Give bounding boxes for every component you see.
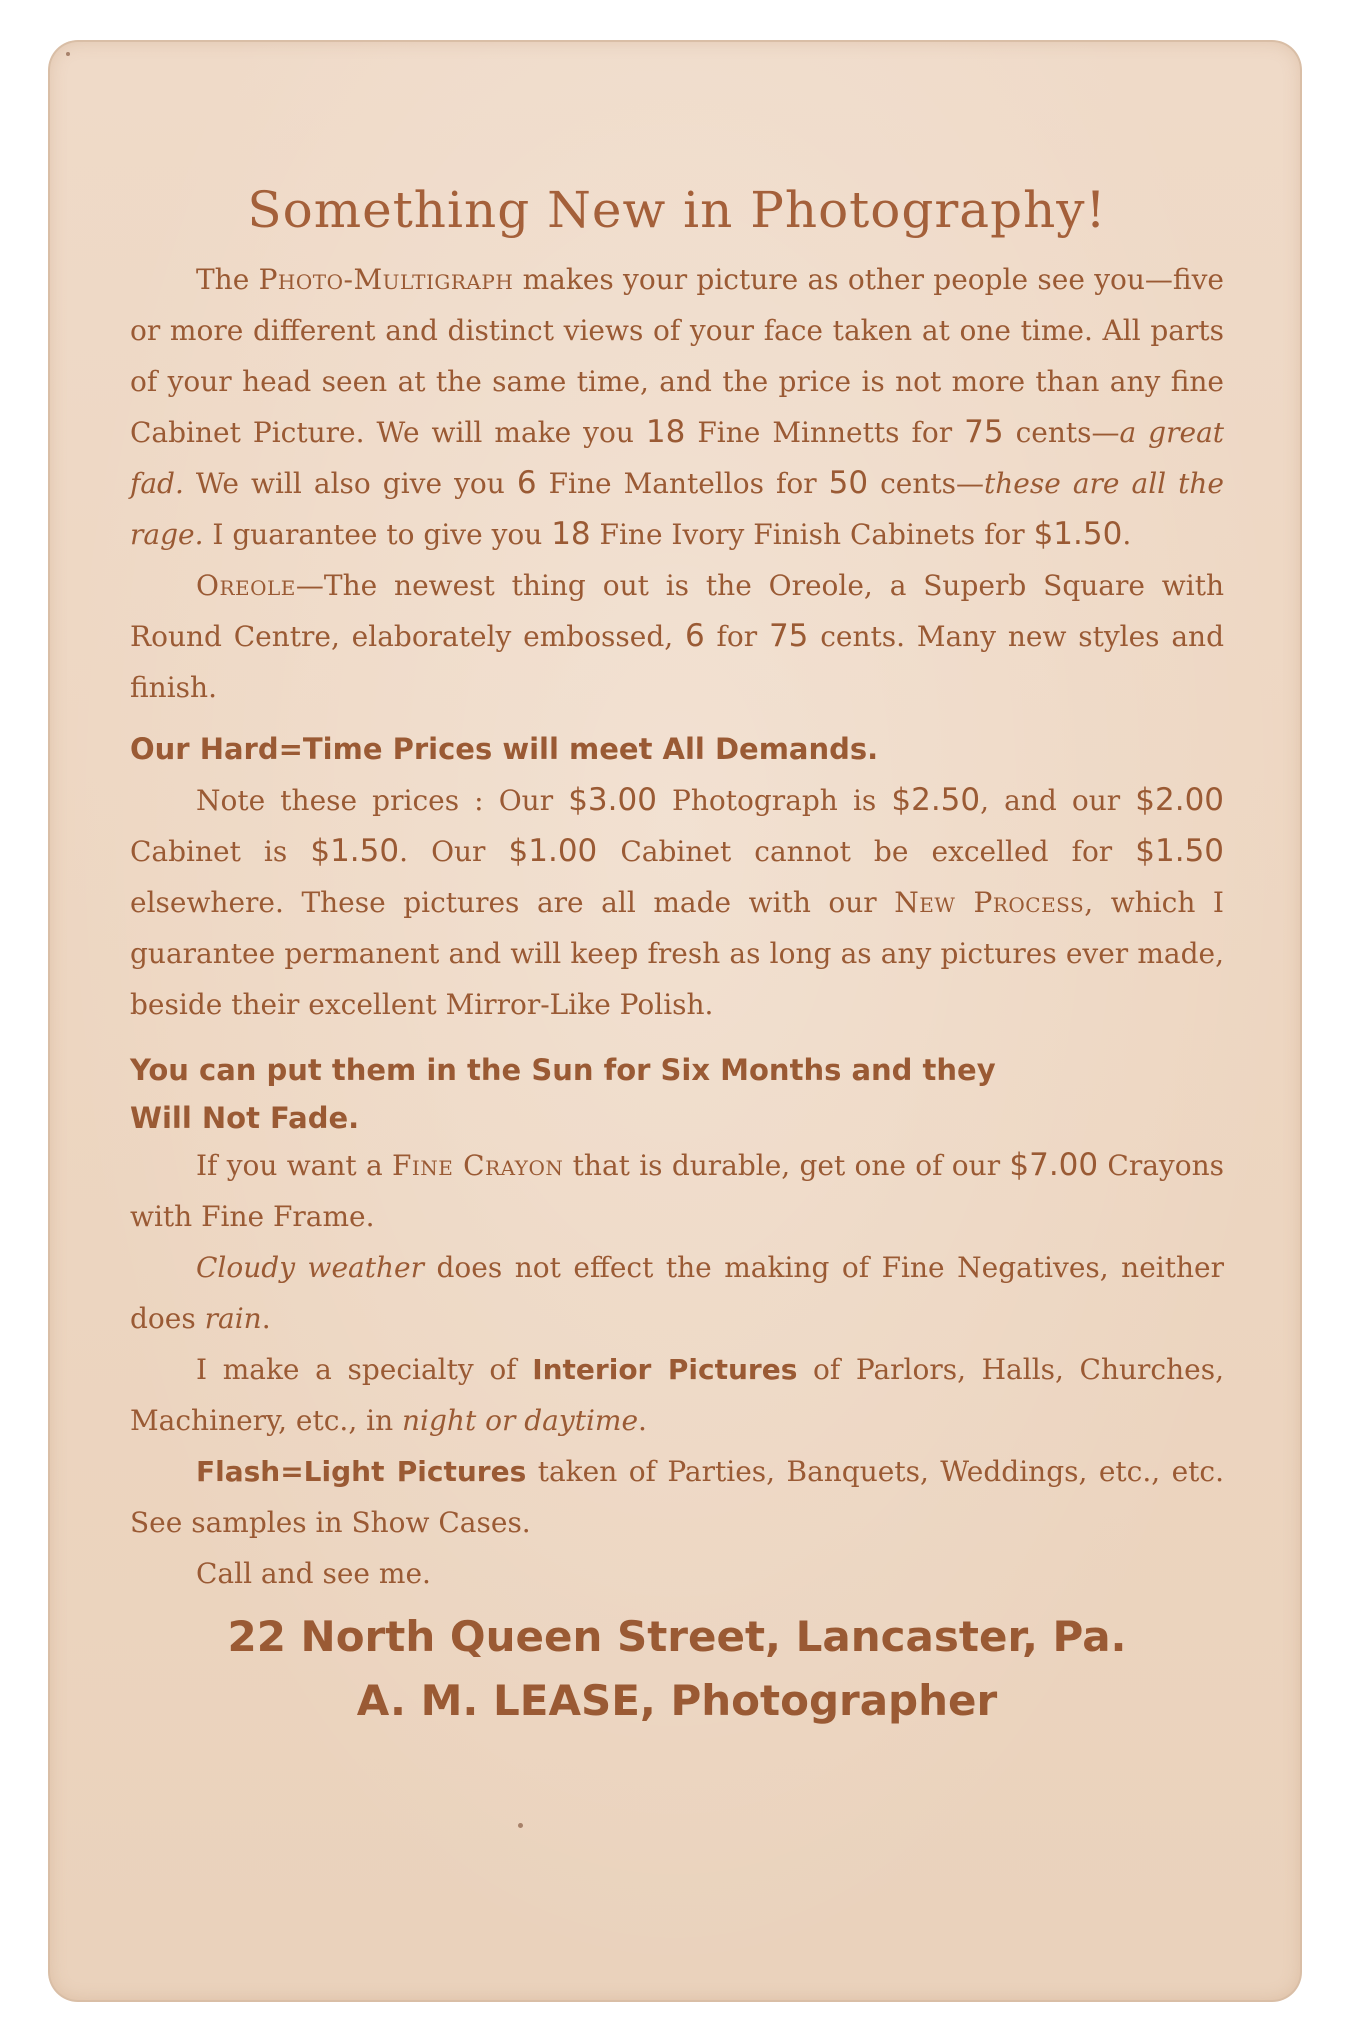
card-text xyxy=(130,170,1224,1733)
price: $1.50 xyxy=(310,833,400,869)
text: If you want a xyxy=(196,1149,392,1182)
heading-sun-line-2: Will Not Fade. xyxy=(130,1101,360,1135)
italic-text: these are all the rage. xyxy=(130,467,1224,551)
italic-text: a great fad. xyxy=(130,416,1225,500)
number: 75 xyxy=(964,414,1004,450)
text: makes your picture as other people see you—five or more different and distinct views of your face taken at one time. All parts of your head seen at the same time, and the price is not more than any fine Cabinet Picture. We will make you xyxy=(130,263,1224,449)
number: 50 xyxy=(828,465,869,501)
text: . xyxy=(1122,518,1132,551)
number: 18 xyxy=(645,414,686,450)
text: of Parlors, Halls, Churches, Machinery, etc., in xyxy=(130,1353,1224,1437)
text: Cabinet cannot be excelled for xyxy=(597,835,1136,868)
text: . Our xyxy=(399,835,509,868)
headline: Something New in Photography! xyxy=(247,181,1107,239)
text: I make a specialty of xyxy=(196,1353,533,1386)
text: cents— xyxy=(1003,416,1120,449)
italic-text: Cloudy weather xyxy=(196,1251,424,1284)
price: $3.00 xyxy=(568,782,657,818)
number: 75 xyxy=(768,618,809,654)
number: 6 xyxy=(516,465,537,501)
text: We will also give you xyxy=(183,467,517,500)
process-name: New Process xyxy=(894,886,1085,919)
bold-text: Interior Pictures xyxy=(532,1353,798,1386)
number: 6 xyxy=(685,618,705,654)
text: elsewhere. These pictures are all made with our xyxy=(130,886,895,919)
paragraph-prices xyxy=(130,775,1224,1030)
text: Crayons with Fine Frame. xyxy=(130,1149,1224,1233)
paragraph-crayon xyxy=(130,1140,1224,1242)
text: The xyxy=(196,263,259,296)
text: . xyxy=(261,1302,271,1335)
text: Fine Ivory Finish Cabinets for xyxy=(590,518,1034,551)
paragraph-multigraph xyxy=(130,254,1224,560)
italic-text: rain xyxy=(204,1302,262,1335)
italic-text: night or daytime xyxy=(402,1404,639,1437)
paragraph-weather xyxy=(130,1242,1224,1344)
text: taken of Parties, Banquets, Weddings, etc., etc. See samples in Show Cases. xyxy=(130,1455,1224,1539)
product-name: Photo-Multigraph xyxy=(258,263,514,296)
price: $2.00 xyxy=(1135,782,1225,818)
text: does not effect the making of Fine Negatives, neither does xyxy=(130,1251,1224,1335)
cabinet-card xyxy=(48,40,1302,2002)
bold-text: Flash=Light Pictures xyxy=(196,1455,527,1488)
text: —The newest thing out is the Oreole, a Superb Square with Round Centre, elaborately embossed, xyxy=(130,569,1224,653)
paragraph-oreole xyxy=(130,560,1224,713)
studio-address: 22 North Queen Street, Lancaster, Pa. xyxy=(227,1612,1127,1661)
price: $1.50 xyxy=(1135,833,1225,869)
text: cents— xyxy=(868,467,984,500)
price: $1.00 xyxy=(508,833,598,869)
text: Cabinet is xyxy=(130,835,311,868)
speck-mark xyxy=(518,1823,523,1828)
price: $7.00 xyxy=(1009,1147,1099,1183)
text: , which I guarantee permanent and will keep fresh as long as any pictures ever made, beside their excellent Mirror-Like Polish. xyxy=(130,886,1224,1021)
text: . xyxy=(638,1404,647,1437)
heading-hard-time-prices: Our Hard=Time Prices will meet All Demands. xyxy=(130,732,879,766)
heading-sun-line-1: You can put them in the Sun for Six Months and they xyxy=(130,1053,996,1087)
product-name: Fine Crayon xyxy=(391,1149,564,1182)
photographer-signature: A. M. LEASE, Photographer xyxy=(356,1676,998,1725)
paragraph-flash-light xyxy=(130,1446,1224,1548)
paragraph-call: Call and see me. xyxy=(196,1557,431,1590)
text: Note these prices : Our xyxy=(196,784,569,817)
number: 18 xyxy=(551,516,591,552)
paragraph-interior xyxy=(130,1344,1224,1446)
product-name: Oreole xyxy=(196,569,296,602)
text: Photograph is xyxy=(656,784,892,817)
text: cents. Many new styles and finish. xyxy=(130,620,1225,704)
text: Fine Mantellos for xyxy=(536,467,829,500)
speck-mark xyxy=(66,52,70,56)
text: for xyxy=(704,620,769,653)
text: , and our xyxy=(980,784,1136,817)
text: I guarantee to give you xyxy=(203,518,552,551)
price: $2.50 xyxy=(891,782,981,818)
text: Fine Minnetts for xyxy=(685,416,965,449)
price: $1.50 xyxy=(1033,516,1123,552)
text: that is durable, get one of our xyxy=(563,1149,1010,1182)
